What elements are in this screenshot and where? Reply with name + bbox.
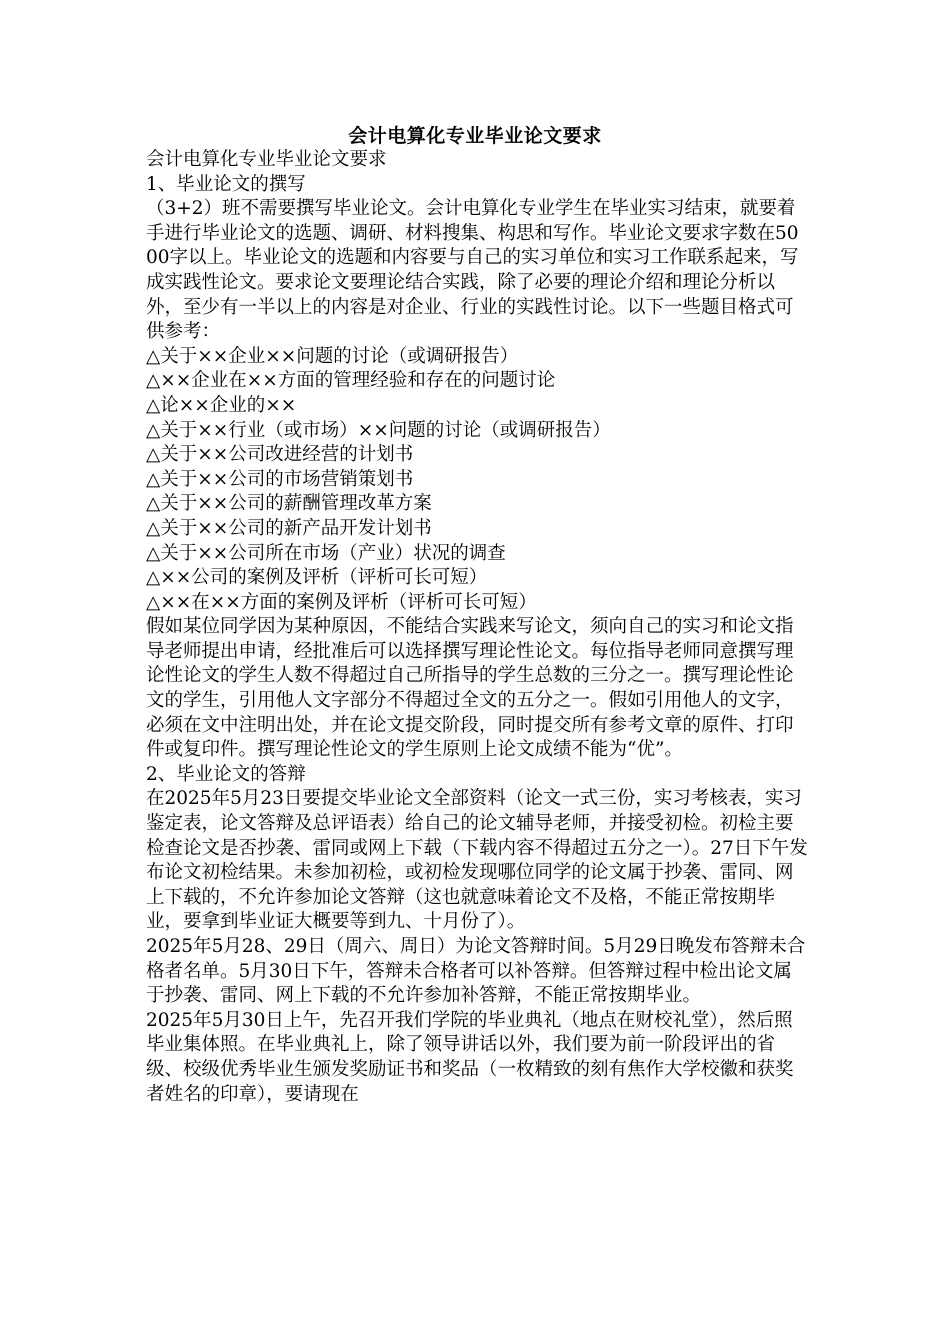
section-1-paragraph-2: 假如某位同学因为某种原因，不能结合实践来写论文，须向自己的实习和论文指导老师提出申请，经批准后可以选择撰写理论性论文。每位指导老师同意撰写理论性论文的学生人数不得超过自己所指导的学生总数的三分之一。撰写理论性论文的学生，引用他人文字部分不得超过全文的五分之一。假如引用他人的文字，必须在文中注明出处，并在论文提交阶段，同时提交所有参考文章的原件、打印件或复印件。撰写理论性论文的学生原则上论文成绩不能为“优”。	[146, 616, 794, 761]
document-title: 会计电算化专业毕业论文要求	[348, 125, 602, 147]
document-body	[146, 148, 810, 1107]
section-2-paragraph-3: 2025年5月30日上午，先召开我们学院的毕业典礼（地点在财校礼堂），然后照毕业集体照。在毕业典礼上，除了领导讲话以外，我们要为前一阶段评出的省级、校级优秀毕业生颁发奖励证书和奖品（一枚精致的刻有焦作大学校徽和获奖者姓名的印章），要请现在	[146, 1009, 794, 1105]
topic-item: △关于××公司的新产品开发计划书	[146, 517, 432, 539]
topic-item: △××公司的案例及评析（评析可长可短）	[146, 567, 488, 589]
topic-item: △××在××方面的案例及评析（评析可长可短）	[146, 591, 537, 613]
topic-item: △论××企业的××	[146, 394, 297, 416]
section-2-paragraph-2: 2025年5月28、29日（周六、周日）为论文答辩时间。5月29日晚发布答辩未合格者名单。5月30日下午，答辩未合格者可以补答辩。但答辩过程中检出论文属于抄袭、雷同、网上下载的不允许参加补答辩，不能正常按期毕业。	[146, 936, 806, 1007]
section-1-heading: 1、毕业论文的撰写	[146, 173, 306, 195]
topic-item: △关于××行业（或市场）××问题的讨论（或调研报告）	[146, 419, 611, 441]
section-2-heading: 2、毕业论文的答辩	[146, 763, 306, 785]
topic-item: △关于××公司的市场营销策划书	[146, 468, 414, 490]
topic-item: △关于××公司改进经营的计划书	[146, 444, 414, 466]
topic-item: △关于××公司所在市场（产业）状况的调查	[146, 542, 506, 564]
section-2-paragraph-1: 在2025年5月23日要提交毕业论文全部资料（论文一式三份，实习考核表，实习鉴定表，论文答辩及总评语表）给自己的论文辅导老师，并接受初检。初检主要检查论文是否抄袭、雷同或网上下载（下载内容不得超过五分之一）。27日下午发布论文初检结果。未参加初检，或初检发现哪位同学的论文属于抄袭、雷同、网上下载的，不允许参加论文答辩（这也就意味着论文不及格，不能正常按期毕业，要拿到毕业证大概要等到九、十月份了）。	[146, 788, 808, 933]
topic-item: △关于××公司的薪酬管理改革方案	[146, 493, 432, 515]
document-subtitle: 会计电算化专业毕业论文要求	[146, 149, 387, 170]
section-1-paragraph-1: （3+2）班不需要撰写毕业论文。会计电算化专业学生在毕业实习结束，就要着手进行毕业论文的选题、调研、材料搜集、构思和写作。毕业论文要求字数在5000字以上。毕业论文的选题和内容要与自己的实习单位和实习工作联系起来，写成实践性论文。要求论文要理论结合实践，除了必要的理论介绍和理论分析以外，至少有一半以上的内容是对企业、行业的实践性讨论。以下一些题目格式可供参考：	[146, 198, 799, 343]
topic-item: △××企业在××方面的管理经验和存在的问题讨论	[146, 370, 556, 392]
topic-item: △关于××企业××问题的讨论（或调研报告）	[146, 345, 519, 367]
